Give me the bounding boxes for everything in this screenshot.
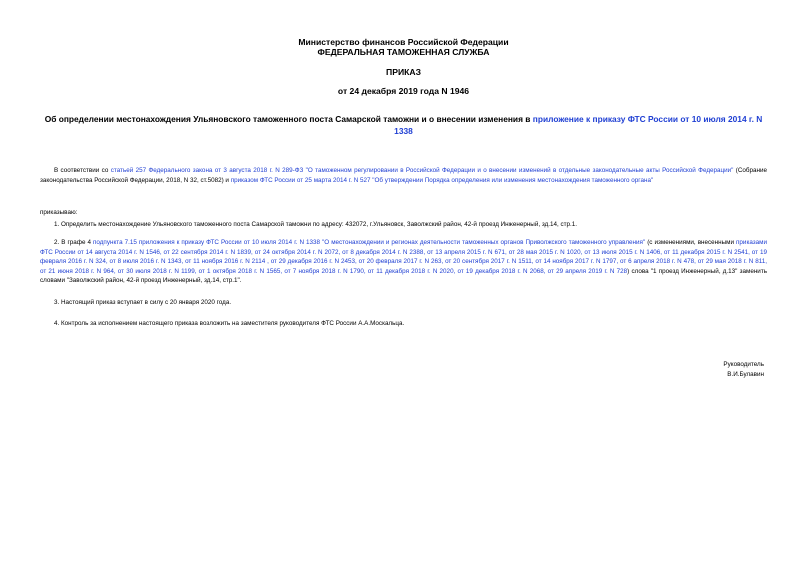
preamble-text-1: В соответствии со <box>54 167 111 174</box>
item-2-amendments-link[interactable]: приказами ФТС России от 14 августа 2014 г. N 1546, от 22 сентября 2014 г. N 1839, от 24 октября 2014 г. N 2072, от 8 декабря 2014 г. N 2388, от 13 апреля 2015 г. N 671, от 28 мая 2015 г. N 1020, от 13 июля 2015 г. N 1406, от 11 декабря 2015 г. N 2541, от 19 февраля 2016 г. N 324, от 8 июля 2016 г. N 1343, от 11 ноября 2016 г. N 2114 , от 29 декабря 2016 г. N 2453, от 20 февраля 2017 г. N 263, от 20 сентября 2017 г. N 1511, от 14 ноября 2017 г. N 1797, от 6 апреля 2018 г. N 478, от 29 мая 2018 г. N 811, от 21 июня 2018 г. N 964, от 30 июля 2018 г. N 1199, от 1 октября 2018 г. N 1565, от 7 ноября 2018 г. N 1790, от 11 декабря 2018 г. N 2020, от 19 декабря 2018 г. N 2068, от 29 апреля 2019 г. N 728 <box>40 239 768 275</box>
preamble-text-2: (Собрание законодательства Российской Федерации, 2018, N 32, ст.5082) и <box>40 167 767 184</box>
item-2-text-3: ) слова "1 проезд Инженерный, д.13" заменить словами "Заволжский район, 42-й проезд Инженерный, зд.14, стр.1". <box>40 267 767 285</box>
preamble-paragraph <box>40 166 767 185</box>
signature-name: В.И.Булавин <box>727 370 764 378</box>
title-text: Об определении местонахождения Ульяновского таможенного поста Самарской таможни и о внесении изменения в <box>44 114 533 124</box>
title-link[interactable]: приложение к приказу ФТС России от 10 июля 2014 г. N 1338 <box>394 114 763 136</box>
item-1: 1. Определить местонахождение Ульяновского таможенного поста Самарской таможни по адресу: 432072, г.Ульяновск, Заволжский район, 42-й проезд Инженерный, зд.14, стр.1. <box>54 221 578 228</box>
signature-role: Руководитель <box>723 361 764 368</box>
signature-block <box>723 360 764 379</box>
item-2-text-1: 2. В графе 4 <box>54 239 93 246</box>
item-2 <box>40 238 767 286</box>
document-title <box>40 114 767 137</box>
ministry-heading <box>0 37 807 57</box>
doc-date-number: от 24 декабря 2019 года N 1946 <box>337 86 470 96</box>
item-4: 4. Контроль за исполнением настоящего приказа возложить на заместителя руководителя ФТС России А.А.Москальца. <box>54 320 405 327</box>
preamble-law-link[interactable]: статьей 257 Федерального закона от 3 августа 2018 г. N 289-ФЗ "О таможенном регулировании в Российской Федерации и о внесении изменений в отдельные законодательные акты Российской Федерации" <box>110 167 734 174</box>
item-3: 3. Настоящий приказ вступает в силу с 20 января 2020 года. <box>54 299 232 306</box>
item-2-text-2: (с изменениями, внесенными <box>645 239 737 246</box>
item-2-subclause-link[interactable]: подпункта 7.15 приложения к приказу ФТС России от 10 июля 2014 г. N 1338 "О местонахождении и регионах деятельности таможенных органов Приволжского таможенного управления" <box>92 239 646 246</box>
doc-type: ПРИКАЗ <box>386 67 421 77</box>
order-word: приказываю: <box>40 209 78 216</box>
service-name: ФЕДЕРАЛЬНАЯ ТАМОЖЕННАЯ СЛУЖБА <box>317 47 490 57</box>
preamble-order-link[interactable]: приказом ФТС России от 25 марта 2014 г. N 527 "Об утверждении Порядка определения или изменения местонахождения таможенного органа" <box>230 176 654 184</box>
ministry-name: Министерство финансов Российской Федерации <box>298 37 509 47</box>
